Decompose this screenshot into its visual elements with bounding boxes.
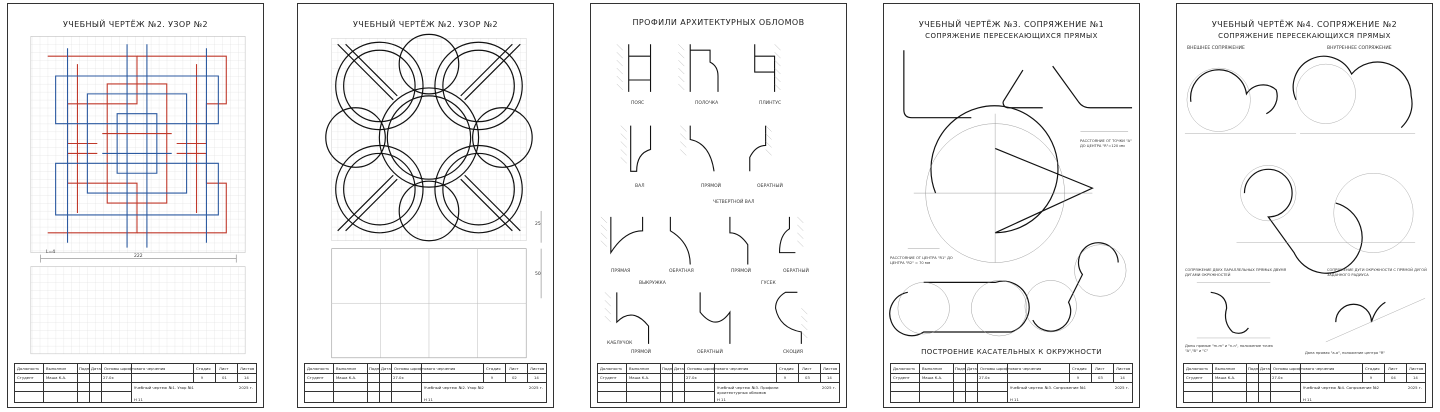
tb-header-date: Дата <box>1260 366 1270 371</box>
tb-name: Маша К.А. <box>922 375 943 380</box>
profile-caption: ВЫКРУЖКА <box>639 281 666 286</box>
tb-name: Маша К.А. <box>336 375 357 380</box>
tb-code: Н 11 <box>1010 397 1019 402</box>
tb-header-basics: Основы шрифтового черчения <box>687 366 749 371</box>
tb-header-basics: Основы шрифтового черчения <box>394 366 456 371</box>
tb-header-sheets: Листов <box>823 366 838 371</box>
tb-doc-name: Учебный чертеж №3. Сопряжение №1 <box>1010 385 1087 390</box>
profile-caption: ОБРАТНАЯ <box>669 269 694 274</box>
sheet-subtitle: СОПРЯЖЕНИЕ ПЕРЕСЕКАЮЩИХСЯ ПРЯМЫХ <box>925 32 1098 40</box>
tb-header-done: Выполнил <box>629 366 650 371</box>
profile-caption: ПРЯМАЯ <box>611 269 631 274</box>
profile-caption: КАБЛУЧОК <box>607 341 633 346</box>
tb-date: 27.0х <box>1272 375 1283 380</box>
tb-date: 27.0х <box>979 375 990 380</box>
tb-header-stage: Стадия <box>196 366 211 371</box>
dimension-label: 222 <box>134 254 143 259</box>
tb-header-date: Дата <box>381 366 391 371</box>
sheet-4 <box>883 3 1140 408</box>
tb-header-sign: Подп. <box>79 366 91 371</box>
tb-header-basics: Основы шрифтового черчения <box>1273 366 1335 371</box>
tb-sheet-total: 14 <box>534 375 539 380</box>
tb-header-done: Выполнил <box>922 366 943 371</box>
tb-sheet-total: 14 <box>244 375 249 380</box>
note-text: РАССТОЯНИЕ ОТ ЦЕНТРА "R1" ДО ЦЕНТРА "R2" = 70 мм <box>890 256 953 265</box>
sheet-1 <box>7 3 264 408</box>
profile-caption: СКОЦИЯ <box>783 350 803 355</box>
tb-header-sheet: Лист <box>219 366 229 371</box>
title-block <box>890 363 1133 403</box>
sheet-5 <box>1176 3 1433 408</box>
tb-code: Н 11 <box>717 397 726 402</box>
title-block <box>597 363 840 403</box>
tb-name: Маша К.А. <box>46 375 67 380</box>
tb-role: Студент <box>17 375 34 380</box>
section-heading: ПОСТРОЕНИЕ КАСАТЕЛЬНЫХ К ОКРУЖНОСТИ <box>921 348 1102 356</box>
tb-code: Н 11 <box>424 397 433 402</box>
tb-header-stage: Стадия <box>486 366 501 371</box>
tb-name: Маша К.А. <box>1215 375 1236 380</box>
tb-header-done: Выполнил <box>1215 366 1236 371</box>
tb-header-stage: Стадия <box>779 366 794 371</box>
section-caption: СОПРЯЖЕНИЕ ДУГИ ОКРУЖНОСТИ С ПРЯМОЙ ДУГОЙ ЗАДАННОГО РАДИУСА <box>1327 268 1427 277</box>
tb-year: 2025 г. <box>821 385 836 390</box>
tb-sheet-number: 01 <box>222 375 227 380</box>
tb-sheet-number: 04 <box>1391 375 1396 380</box>
sheet-3 <box>590 3 847 408</box>
tb-header-date: Дата <box>967 366 977 371</box>
tb-header-sign: Подп. <box>955 366 967 371</box>
tb-date: 27.0х <box>393 375 404 380</box>
profile-caption: ПОЯС <box>631 101 645 106</box>
tb-header-sheets: Листов <box>1409 366 1424 371</box>
conjugation-drawing-1 <box>884 4 1139 407</box>
sheet-title: УЧЕБНЫЙ ЧЕРТЁЖ №4. СОПРЯЖЕНИЕ №2 <box>1211 20 1398 29</box>
tb-header-basics: Основы шрифтового черчения <box>104 366 166 371</box>
tb-doc-name: Учебный чертеж №1. Узор №1 <box>134 385 194 390</box>
tb-year: 2025 г. <box>1407 385 1422 390</box>
tb-stage: У <box>1370 375 1373 380</box>
tb-role: Студент <box>1186 375 1203 380</box>
tb-name: Маша К.А. <box>629 375 650 380</box>
dimension-label: L=4 <box>46 250 56 255</box>
note-text: Даны прямые "m-m" и "n-n", положение точек "А","В" и "С" <box>1185 344 1274 353</box>
tb-date: 27.0х <box>686 375 697 380</box>
tb-header-role: Должность <box>307 366 330 371</box>
section-caption: ВНЕШНЕЕ СОПРЯЖЕНИЕ <box>1187 46 1245 51</box>
tb-header-sheet: Лист <box>509 366 519 371</box>
section-caption: ВНУТРЕННЕЕ СОПРЯЖЕНИЕ <box>1327 46 1392 51</box>
title-block <box>14 363 257 403</box>
profile-caption: ПЛИНТУС <box>759 101 782 106</box>
section-caption: СОПРЯЖЕНИЕ ДВУХ ПАРАЛЛЕЛЬНЫХ ПРЯМЫХ ДВУМЯ ДУГАМИ ОКРУЖНОСТЕЙ <box>1185 268 1287 277</box>
tb-header-done: Выполнил <box>46 366 67 371</box>
tb-year: 2025 г. <box>1114 385 1129 390</box>
tb-year: 2025 г. <box>238 385 253 390</box>
tb-header-sign: Подп. <box>662 366 674 371</box>
tb-doc-name: Учебный чертеж №2. Узор №2 <box>424 385 484 390</box>
tb-sheet-total: 14 <box>1120 375 1125 380</box>
tb-header-role: Должность <box>17 366 40 371</box>
tb-role: Студент <box>600 375 617 380</box>
tb-code: Н 11 <box>1303 397 1312 402</box>
moulding-profiles-drawing <box>591 4 846 407</box>
tb-year: 2025 г. <box>528 385 543 390</box>
tb-sheet-number: 03 <box>1098 375 1103 380</box>
profile-caption: ОБРАТНЫЙ <box>783 269 809 274</box>
tb-header-role: Должность <box>893 366 916 371</box>
tb-sheet-number: 03 <box>805 375 810 380</box>
profile-caption: ОБРАТНЫЙ <box>697 350 723 355</box>
tb-header-done: Выполнил <box>336 366 357 371</box>
profile-caption: ПРЯМОЙ <box>631 350 652 355</box>
tb-header-date: Дата <box>91 366 101 371</box>
title-block <box>304 363 547 403</box>
tb-header-role: Должность <box>600 366 623 371</box>
tb-header-sheet: Лист <box>802 366 812 371</box>
note-text: Дана прямая "а-а", положение центра "R" <box>1305 351 1386 355</box>
sheet-title: УЧЕБНЫЙ ЧЕРТЁЖ №2. УЗОР №2 <box>353 20 498 29</box>
title-block <box>1183 363 1426 403</box>
tb-header-date: Дата <box>674 366 684 371</box>
tb-stage: У <box>784 375 787 380</box>
sheet-2 <box>297 3 554 408</box>
tb-header-role: Должность <box>1186 366 1209 371</box>
profile-caption: ГУСЕК <box>761 281 776 286</box>
profile-caption: ПРЯМОЙ <box>701 184 722 189</box>
sheet-title: УЧЕБНЫЙ ЧЕРТЁЖ №2. УЗОР №2 <box>63 20 208 29</box>
tb-header-sign: Подп. <box>369 366 381 371</box>
profile-caption: ПРЯМОЙ <box>731 269 752 274</box>
tb-doc-name: Учебный чертеж №3. Профили архитектурных обломов <box>717 385 779 395</box>
profile-caption: ЧЕТВЕРТНОЙ ВАЛ <box>713 200 755 205</box>
pattern-drawing-2 <box>298 4 553 407</box>
sheet-subtitle: СОПРЯЖЕНИЕ ПЕРЕСЕКАЮЩИХСЯ ПРЯМЫХ <box>1218 32 1391 40</box>
tb-role: Студент <box>893 375 910 380</box>
sheet-title: УЧЕБНЫЙ ЧЕРТЁЖ №3. СОПРЯЖЕНИЕ №1 <box>918 20 1105 29</box>
profile-caption: ПОЛОЧКА <box>695 101 719 106</box>
tb-header-sheets: Листов <box>240 366 255 371</box>
dimension-label: 50 <box>535 272 541 277</box>
dimension-label: 25 <box>535 222 541 227</box>
tb-header-sign: Подп. <box>1248 366 1260 371</box>
tb-header-stage: Стадия <box>1072 366 1087 371</box>
tb-stage: У <box>491 375 494 380</box>
tb-header-sheet: Лист <box>1388 366 1398 371</box>
tb-sheet-total: 14 <box>827 375 832 380</box>
tb-code: Н 11 <box>134 397 143 402</box>
pattern-drawing-1 <box>8 4 263 407</box>
tb-stage: У <box>1077 375 1080 380</box>
tb-role: Студент <box>307 375 324 380</box>
tb-doc-name: Учебный чертеж №4. Сопряжение №2 <box>1303 385 1380 390</box>
note-text: РАССТОЯНИЕ ОТ ТОЧКИ "А" ДО ЦЕНТРА "R"=120 мм <box>1080 139 1132 148</box>
tb-header-sheets: Листов <box>1116 366 1131 371</box>
tb-header-basics: Основы шрифтового черчения <box>980 366 1042 371</box>
tb-date: 27.0х <box>103 375 114 380</box>
tb-header-sheets: Листов <box>530 366 545 371</box>
tb-header-sheet: Лист <box>1095 366 1105 371</box>
profile-caption: ОБРАТНЫЙ <box>757 184 783 189</box>
sheet-title: ПРОФИЛИ АРХИТЕКТУРНЫХ ОБЛОМОВ <box>632 18 805 27</box>
tb-sheet-number: 02 <box>512 375 517 380</box>
tb-header-stage: Стадия <box>1365 366 1380 371</box>
tb-sheet-total: 14 <box>1413 375 1418 380</box>
tb-stage: У <box>201 375 204 380</box>
profile-caption: ВАЛ <box>635 184 645 189</box>
